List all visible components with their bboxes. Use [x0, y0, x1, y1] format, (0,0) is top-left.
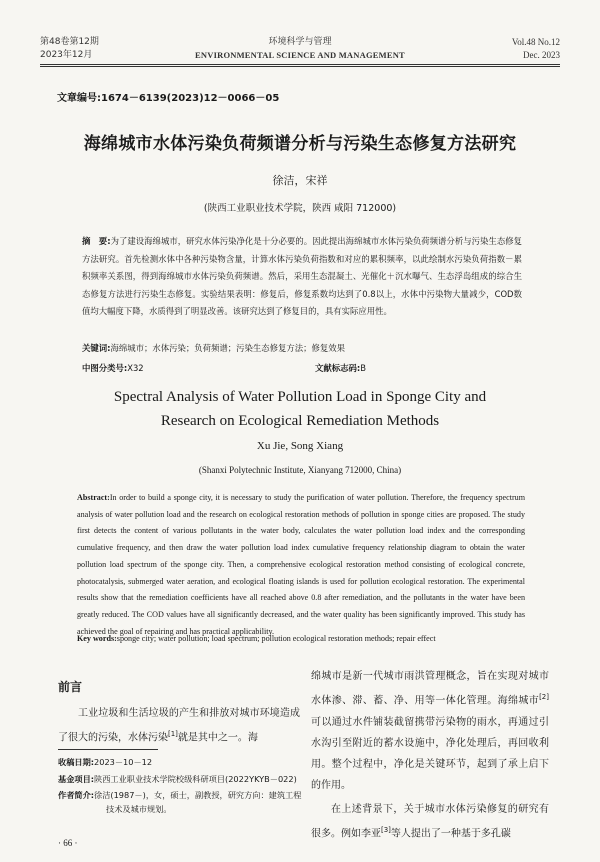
title-en-line1: Spectral Analysis of Water Pollution Load in Sponge City and: [113, 389, 487, 405]
footnote-received: [58, 756, 304, 770]
preface-paragraph: [58, 703, 300, 748]
section-heading-preface: 前言: [58, 680, 83, 694]
abstract-en-text: In order to build a sponge city, it is necessary to study the purification of water pollution. Therefore, the frequency spectrum analysis of water pollution load and the research on ecological restoration methods of pollution in sponge cities are proposed. The study first detects the content of various pollutants in the water body, calculates the water pollution load index and the corresponding cumulative frequency, and then draw the water pollution load index cumulative frequency relationship diagram to obtain the water pollution load spectrum of the sponge city. Then, a comprehensive ecological restoration method consisting of ecological concrete, photocatalysis, submerged water aeration, and ecological floating islands is used for pollution ecological restoration. The experimental results show that the remediation coefficients have all reached above 0.8 after remediation, and the pollutants in the water have been greatly reduced. The COD values have all significantly decreased, and the water quality has been significantly improved. This study has achieved the goal of repairing and has practical applicability.: [77, 493, 525, 636]
title-cn: 海绵城市水体污染负荷频谱分析与污染生态修复方法研究: [83, 134, 517, 154]
right-paragraph-2: [311, 799, 549, 845]
article-number: 文章编号:1674－6139(2023)12－0066－05: [57, 93, 280, 104]
clc-value: X32: [127, 363, 144, 373]
affiliation-cn: (陕西工业职业技术学院，陕西 咸阳 712000): [203, 203, 397, 214]
footnote-funding: [58, 773, 304, 787]
title-en-line2: Research on Ecological Remediation Methods: [160, 413, 440, 429]
authors-en: Xu Jie, Song Xiang: [256, 440, 344, 452]
footnote-rule: [58, 749, 158, 750]
right-para1-text-b: 可以通过水件铺装截留携带污染物的雨水，再通过引水沟引至附近的蓄水设施中，净化处理后，再回收利用。整个过程中，净化是关键环节，起到了承上启下的作用。: [311, 716, 549, 792]
footnote-author-label: 作者简介:: [58, 790, 95, 800]
footnote-funding-text: 陕西工业职业技术学院校级科研项目(2022YKYB－022): [94, 773, 297, 784]
abstract-cn-text: 为了建设海绵城市，研究水体污染净化是十分必要的。因此提出海绵城市水体污染负荷频谱分析与污染生态修复方法研究。首先检测水体中各种污染物含量，计算水体污染负荷指数和对应的累积频率，以此绘制水污染负荷指数－累积频率关系图，得到海绵城市水体污染负荷频谱。然后，采用生态混凝土、光催化＋沉水曝气、生态浮岛组成的综合生态修复方法进行污染生态修复。实验结果表明：修复后，修复系数均达到了0.8以上，水体中污染物大量减少，COD数值均大幅度下降，水质得到了明显改善。该研究达到了修复目的，具有实际应用性。: [82, 236, 522, 317]
right-para2-ref: [3]: [381, 825, 391, 834]
keywords-cn-label: 关键词:: [82, 343, 111, 353]
right-column-text: [311, 666, 549, 844]
keywords-en: [77, 633, 525, 645]
keywords-cn-text: 海绵城市；水体污染；负荷频谱；污染生态修复方法；修复效果: [110, 343, 345, 353]
right-para1-ref: [2]: [539, 693, 549, 702]
clc-number: [82, 362, 144, 374]
right-paragraph-1: [311, 666, 549, 797]
journal-volume-issue: 第48卷第12期: [40, 37, 99, 47]
affiliation-en: (Shanxi Polytechnic Institute, Xianyang 712000, China): [198, 465, 402, 475]
preface-text-1: 工业垃圾和生活垃圾的产生和排放对城市环境造成了很大的污染，水体污染: [58, 708, 300, 744]
page-number: · 66 ·: [58, 838, 78, 848]
volume-number-en: Vol.48 No.12: [511, 37, 560, 47]
preface-ref-1: [1]: [168, 730, 178, 738]
footnote-author-text: 徐洁(1987－)，女，硕士，副教授，研究方向：建筑工程技术及城市规划。: [94, 790, 302, 814]
header-rule: [40, 64, 560, 65]
journal-name-en: ENVIRONMENTAL SCIENCE AND MANAGEMENT: [195, 50, 405, 60]
document-code: [315, 362, 366, 374]
date-en: Dec. 2023: [523, 50, 560, 60]
abstract-en-label: Abstract:: [77, 493, 110, 502]
keywords-en-label: Key words:: [77, 634, 117, 643]
abstract-en: [77, 490, 525, 640]
abstract-cn-label: 摘 要:: [82, 236, 111, 246]
doc-code-value: B: [360, 363, 366, 373]
footnotes: [58, 756, 304, 816]
clc-label: 中图分类号:: [82, 363, 128, 373]
preface-text-2: 就是其中之一。海: [177, 732, 258, 744]
right-para1-text-a: 绵城市是新一代城市雨洪管理概念，旨在实现对城市水体渗、滞、蓄、净、用等一体化管理。海绵城市: [311, 671, 549, 707]
abstract-cn: [82, 233, 522, 321]
authors-cn: 徐洁，宋祥: [272, 174, 328, 187]
journal-name-cn: 环境科学与管理: [268, 37, 332, 47]
footnote-author-bio: [58, 789, 304, 816]
journal-date: 2023年12月: [40, 50, 93, 60]
footnote-funding-label: 基金项目:: [58, 773, 95, 784]
keywords-cn: [82, 342, 522, 354]
footnote-received-label: 收稿日期:: [58, 757, 95, 767]
footnote-received-text: 2023－10－12: [94, 757, 153, 767]
right-para2-text-a: 在上述背景下，关于城市水体污染修复的研究有很多。例如李亚: [311, 803, 549, 840]
doc-code-label: 文献标志码:: [315, 363, 361, 373]
keywords-en-text: sponge city; water pollution; load spectrum; pollution ecological restoration methods; repair effect: [116, 634, 436, 643]
right-para2-text-b: 等人提出了一种基于多孔碳: [390, 828, 511, 840]
header-rule-2: [40, 66, 560, 67]
